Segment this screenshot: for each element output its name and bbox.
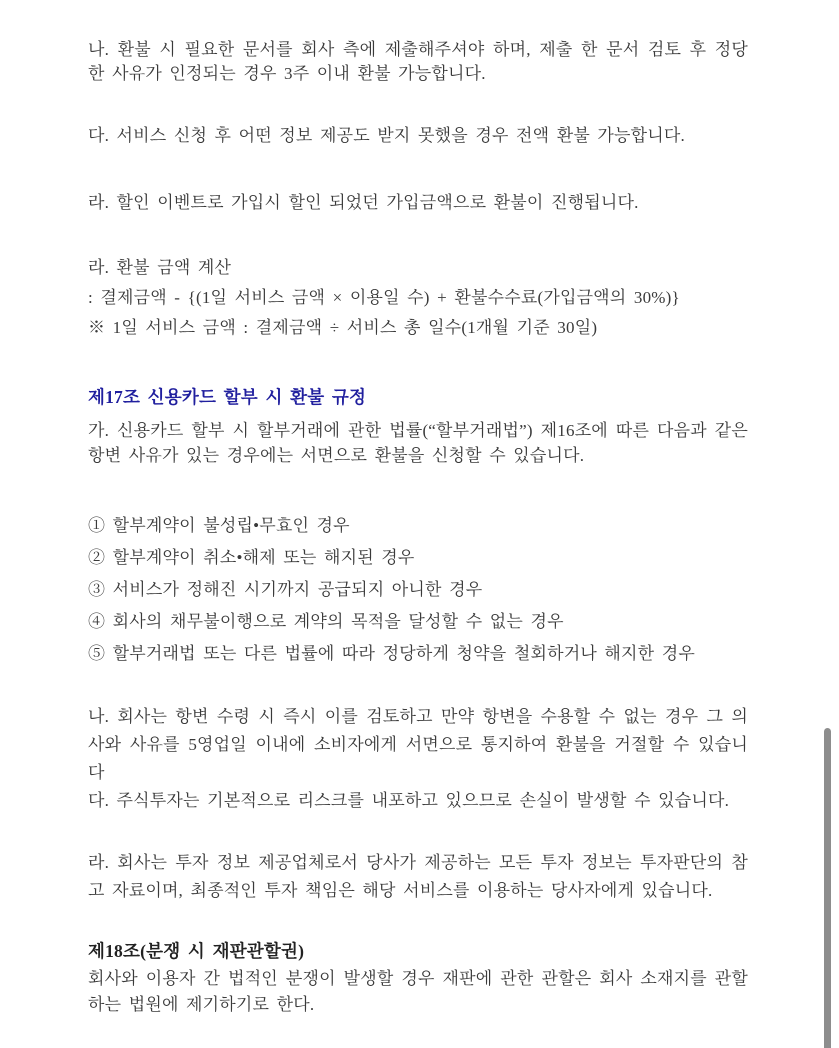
- section-heading-article17: 제17조 신용카드 할부 시 환불 규정: [88, 387, 367, 407]
- paragraph-refund-calc-note: ※ 1일 서비스 금액 : 결제금액 ÷ 서비스 총 일수(1개월 기준 30일): [88, 318, 598, 337]
- scrollbar-thumb[interactable]: [824, 728, 831, 1048]
- list-item-defense-1: ① 할부계약이 불성립•무효인 경우: [88, 516, 350, 535]
- paragraph-article17-ga: 가. 신용카드 할부 시 할부거래에 관한 법률(“할부거래법”) 제16조에 따른 다음과 같은 항변 사유가 있는 경우에는 서면으로 환불을 신청할 수 있습니다.: [88, 421, 748, 465]
- list-item-defense-3: ③ 서비스가 정해진 시기까지 공급되지 아니한 경우: [88, 580, 483, 599]
- paragraph-refund-documents: 나. 환불 시 필요한 문서를 회사 측에 제출해주셔야 하며, 제출 한 문서 검토 후 정당한 사유가 인정되는 경우 3주 이내 환불 가능합니다.: [88, 40, 748, 83]
- paragraph-refund-calc-formula: : 결제금액 - {(1일 서비스 금액 × 이용일 수) + 환불수수료(가입금액의 30%)}: [88, 288, 680, 307]
- paragraph-article17-ra: 라. 회사는 투자 정보 제공업체로서 당사가 제공하는 모든 투자 정보는 투자판단의 참고 자료이며, 최종적인 투자 책임은 해당 서비스를 이용하는 당사자에게 있습니다.: [88, 853, 748, 900]
- defense-reason-list: [88, 510, 748, 670]
- list-item-defense-2: ② 할부계약이 취소•해제 또는 해지된 경우: [88, 548, 415, 567]
- paragraph-no-info-refund: 다. 서비스 신청 후 어떤 정보 제공도 받지 못했을 경우 전액 환불 가능합니다.: [88, 126, 685, 145]
- paragraph-discount-refund: 라. 할인 이벤트로 가입시 할인 되었던 가입금액으로 환불이 진행됩니다.: [88, 193, 639, 212]
- terms-document: [88, 38, 748, 1018]
- list-item-defense-4: ④ 회사의 채무불이행으로 계약의 목적을 달성할 수 없는 경우: [88, 612, 564, 631]
- paragraph-article17-na: 나. 회사는 항변 수령 시 즉시 이를 검토하고 만약 항변을 수용할 수 없는 경우 그 의사와 사유를 5영업일 이내에 소비자에게 서면으로 통지하여 환불을 거절할 수 있습니다: [88, 707, 748, 782]
- paragraph-article18-body: 회사와 이용자 간 법적인 분쟁이 발생할 경우 재판에 관한 관할은 회사 소재지를 관할하는 법원에 제기하기로 한다.: [88, 969, 748, 1014]
- list-item-defense-5: ⑤ 할부거래법 또는 다른 법률에 따라 정당하게 청약을 철회하거나 해지한 경우: [88, 644, 695, 663]
- paragraph-article17-da: 다. 주식투자는 기본적으로 리스크를 내포하고 있으므로 손실이 발생할 수 있습니다.: [88, 791, 730, 810]
- paragraph-refund-calc-title: 라. 환불 금액 계산: [88, 258, 232, 277]
- section-heading-article18: 제18조(분쟁 시 재판관할권): [88, 941, 305, 961]
